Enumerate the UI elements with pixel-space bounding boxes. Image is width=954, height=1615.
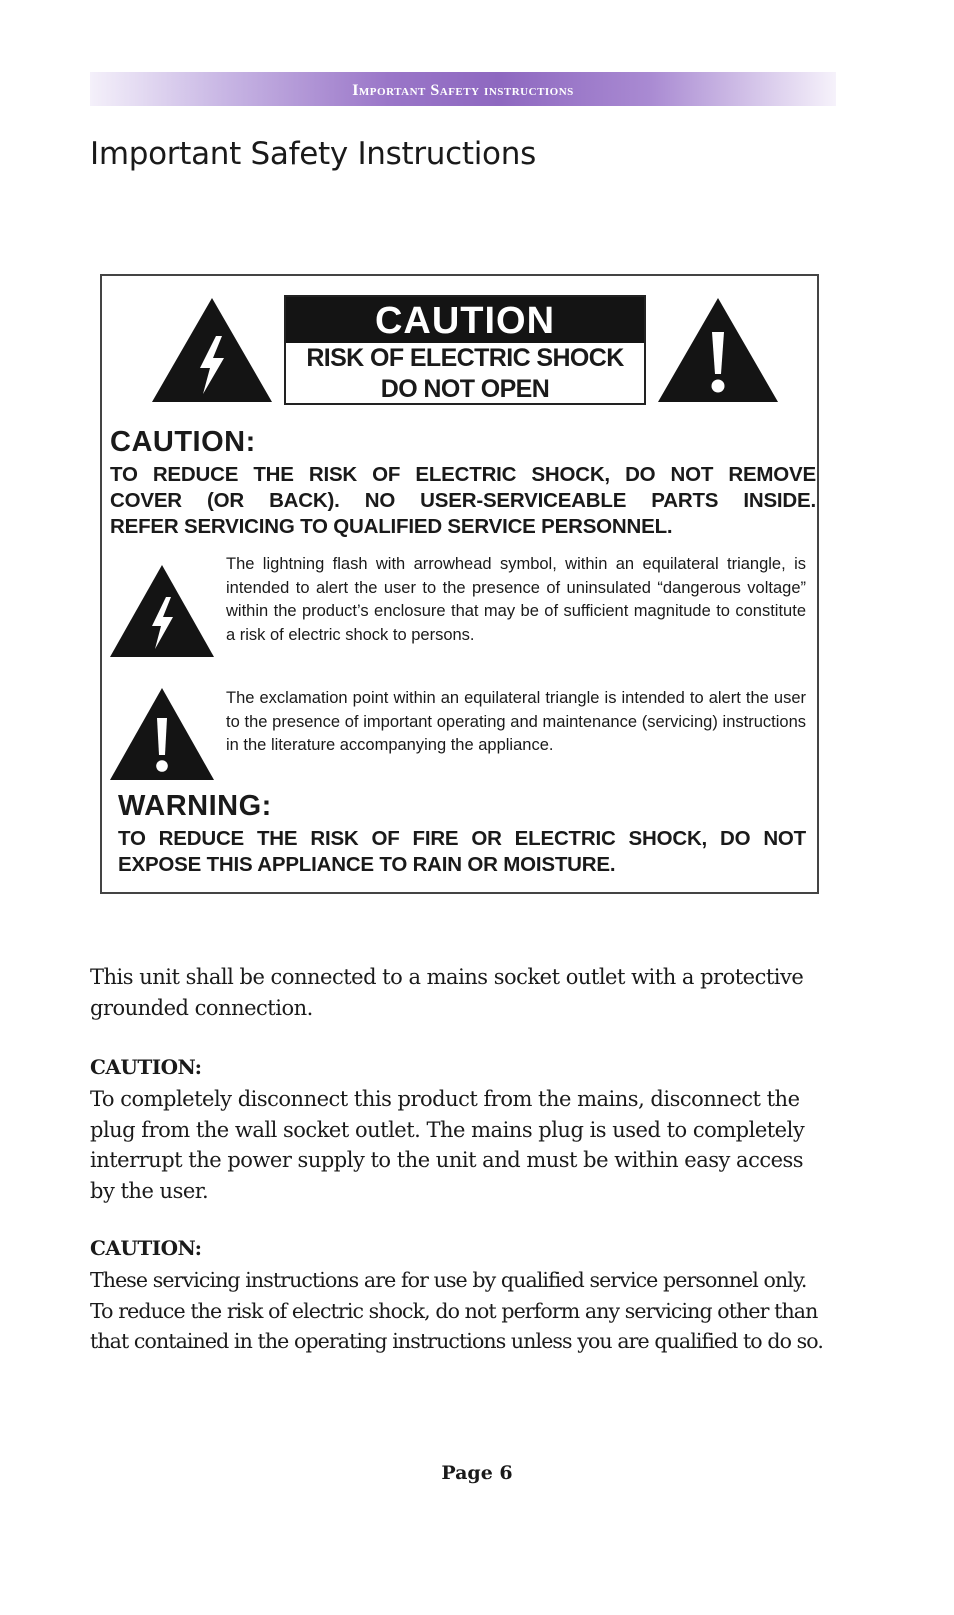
lightning-warning-triangle-icon xyxy=(150,296,274,404)
label-caution-heading: CAUTION: xyxy=(110,426,256,458)
label-caution-line: COVER (OR BACK). NO USER-SERVICEABLE PARTS INSIDE. xyxy=(110,489,816,512)
label-caution-line: REFER SERVICING TO QUALIFIED SERVICE PERSONNEL. xyxy=(110,515,673,538)
exclamation-warning-triangle-icon xyxy=(108,686,216,782)
label-warning-line: EXPOSE THIS APPLIANCE TO RAIN OR MOISTURE. xyxy=(118,853,616,876)
caution-plate-line-1: RISK OF ELECTRIC SHOCK xyxy=(306,344,624,372)
caution-paragraph-1: To completely disconnect this product from the mains, disconnect the plug from the wall socket outlet. The mains plug is used to completely interrupt the power supply to the unit and must be within easy access by the user. xyxy=(90,1087,805,1203)
label-warning-line: TO REDUCE THE RISK OF FIRE OR ELECTRIC SHOCK, DO NOT xyxy=(118,827,806,850)
label-warning-heading: WARNING: xyxy=(118,790,272,822)
caution-heading-2: CAUTION: xyxy=(90,1236,202,1260)
exclamation-explanation-text: The exclamation point within an equilateral triangle is intended to alert the user to the presence of important operating and maintenance (servicing) instructions in the literature accompanying the appliance. xyxy=(226,689,806,755)
caution-paragraph-2: These servicing instructions are for use by qualified service personnel only. To reduce the risk of electric shock, do not perform any servicing other than that contained in the operating instructions unless you are qualified to do so. xyxy=(90,1268,823,1353)
label-caution-text xyxy=(110,462,816,540)
lightning-warning-triangle-icon xyxy=(108,563,216,659)
label-warning-text xyxy=(118,826,806,878)
caution-heading-1: CAUTION: xyxy=(90,1055,202,1079)
caution-plate-line-2: DO NOT OPEN xyxy=(380,375,550,403)
lightning-explanation-text: The lightning flash with arrowhead symbol, within an equilateral triangle, is intended to alert the user to the presence of uninsulated “dangerous voltage” within the product’s enclosure that may be of sufficient magnitude to constitute a risk of electric shock to persons. xyxy=(226,555,806,644)
page-number: Page 6 xyxy=(441,1462,513,1484)
caution-label-panel xyxy=(100,274,819,894)
label-caution-line: TO REDUCE THE RISK OF ELECTRIC SHOCK, DO NOT REMOVE xyxy=(110,463,816,486)
page-title: Important Safety Instructions xyxy=(90,136,536,172)
caution-plate-title: CAUTION xyxy=(286,297,644,343)
caution-plate xyxy=(284,295,646,405)
exclamation-warning-triangle-icon xyxy=(656,296,780,404)
section-header-text: Important Safety instructions xyxy=(352,81,574,99)
grounding-paragraph: This unit shall be connected to a mains socket outlet with a protective grounded connection. xyxy=(90,965,804,1020)
section-header-banner xyxy=(90,72,836,106)
